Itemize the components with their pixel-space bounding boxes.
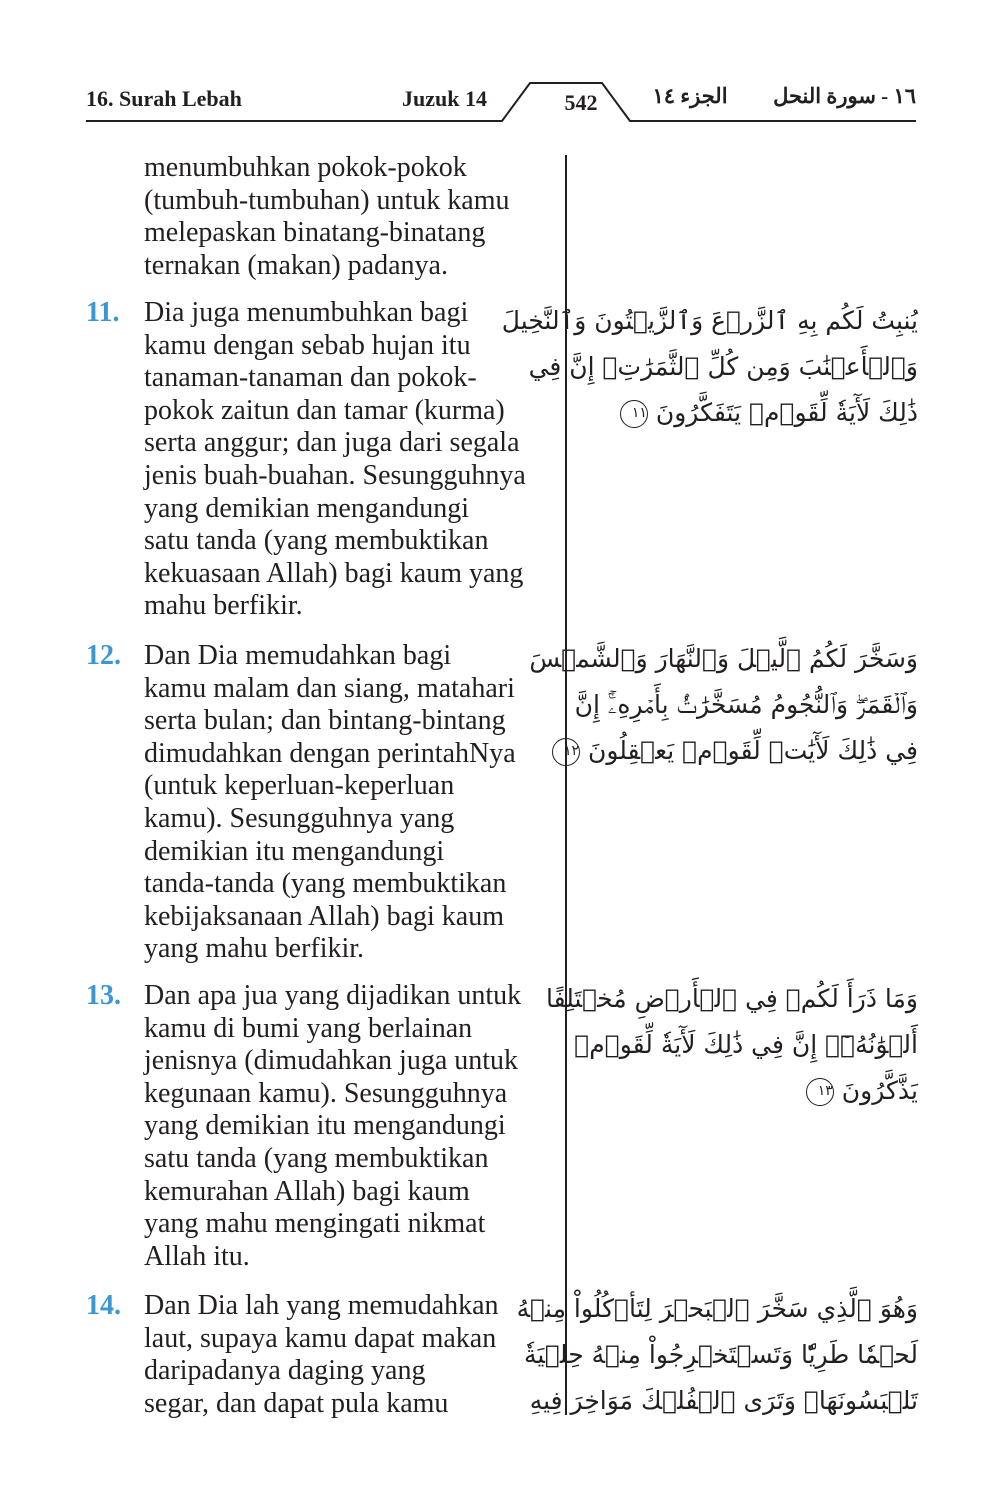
verse-11-arabic — [501, 298, 918, 436]
text-line: pokok zaitun dan tamar (kurma) — [144, 394, 505, 426]
intro-text — [144, 152, 564, 282]
text-line: tanaman-tanaman dan pokok- — [144, 362, 477, 394]
text-line: segar, dan dapat pula kamu — [144, 1387, 449, 1419]
page-number: 542 — [564, 90, 598, 115]
surah-title-latin: 16. Surah Lebah — [86, 86, 242, 111]
text-line: satu tanda (yang membuktikan — [144, 525, 489, 557]
arabic-line: يُنبِتُ لَكُم بِهِ ٱلزَّرۡعَ وَٱلزَّيۡتُونَ وَٱلنَّخِيلَ — [501, 306, 918, 335]
text-line: melepaskan binatang-binatang — [144, 217, 486, 249]
verse-text — [144, 1290, 564, 1420]
arabic-line: وَٱلۡقَمَرَۖ وَٱلنُّجُومُ مُسَخَّرَٰتُۢ بِأَمۡرِهِۦٓۚ إِنَّ — [574, 690, 918, 719]
text-line: yang mahu berfikir. — [144, 933, 365, 965]
text-line: kegunaan kamu). Sesungguhnya — [144, 1077, 508, 1109]
text-line: Dan Dia lah yang memudahkan — [144, 1290, 499, 1321]
verse-number: 11. — [86, 297, 120, 328]
text-line: Allah itu. — [144, 1240, 250, 1272]
text-line: yang mahu mengingati nikmat — [144, 1208, 486, 1240]
juzuk-label: Juzuk 14 — [402, 86, 487, 111]
verse-text — [144, 640, 564, 966]
text-line: kamu dengan sebab hujan itu — [144, 329, 471, 361]
verse-number: 12. — [86, 640, 121, 671]
text-line: yang demikian mengandungi — [144, 492, 470, 524]
verse-14-arabic — [516, 1286, 918, 1424]
text-line: kekuasaan Allah) bagi kaum yang — [144, 557, 524, 589]
text-line: kamu malam dan siang, matahari — [144, 672, 515, 704]
ayah-number-marker: ١٣ — [806, 1078, 834, 1106]
ayah-number-marker: ١١ — [620, 400, 648, 428]
arabic-line: لَحۡمٗا طَرِيّٗا وَتَسۡتَخۡرِجُواْ مِنۡهُ حِلۡيَةٗ — [523, 1340, 918, 1369]
page-header — [86, 80, 916, 124]
text-line: Dia juga menumbuhkan bagi — [144, 297, 469, 328]
text-line: kamu di bumi yang berlainan — [144, 1012, 473, 1044]
text-line: menumbuhkan pokok-pokok — [144, 152, 467, 183]
text-line: daripadanya daging yang — [144, 1355, 426, 1387]
arabic-line-last — [563, 728, 918, 774]
text-line: laut, supaya kamu dapat makan — [144, 1322, 497, 1354]
surah-title-arabic: ١٦ - سورة النحل — [773, 84, 916, 108]
text-line: serta bulan; dan bintang-bintang — [144, 705, 506, 737]
text-line: jenis buah-buahan. Sesungguhnya — [144, 459, 526, 491]
text-line: kebijaksanaan Allah) bagi kaum — [144, 900, 504, 932]
arabic-line: وَمَا ذَرَأَ لَكُمۡ فِي ٱلۡأَرۡضِ مُخۡتَلِفًا — [546, 984, 918, 1013]
text-line: dimudahkan dengan perintahNya — [144, 737, 516, 769]
arabic-line: فِي ذَٰلِكَ لَأٓيَٰتٖ لِّقَوۡمٖ يَعۡقِلُونَ — [587, 736, 918, 765]
juz-label-arabic: الجزء ١٤ — [652, 84, 728, 108]
text-line: yang demikian itu mengandungi — [144, 1110, 506, 1142]
arabic-line: وَسَخَّرَ لَكُمُ ٱلَّيۡلَ وَٱلنَّهَارَ وَٱلشَّمۡسَ — [529, 644, 918, 673]
text-line: (untuk keperluan-keperluan — [144, 770, 455, 802]
text-line: (tumbuh-tumbuhan) untuk kamu — [144, 184, 510, 216]
verse-text — [144, 980, 564, 1273]
arabic-line: يَذَّكَّرُونَ — [841, 1076, 918, 1105]
text-line: mahu berfikir. — [144, 590, 303, 622]
text-line: tanda-tanda (yang membuktikan — [144, 868, 507, 900]
arabic-line: تَلۡبَسُونَهَاۖ وَتَرَى ٱلۡفُلۡكَ مَوَاخِرَ فِيهِ — [529, 1386, 918, 1415]
arabic-line: ذَٰلِكَ لَأٓيَةٗ لِّقَوۡمٖ يَتَفَكَّرُونَ — [655, 398, 918, 427]
text-line: kemurahan Allah) bagi kaum — [144, 1175, 470, 1207]
text-line: satu tanda (yang membuktikan — [144, 1142, 489, 1174]
text-line: serta anggur; dan juga dari segala — [144, 427, 520, 459]
text-line: Dan Dia memudahkan bagi — [144, 640, 452, 671]
text-line: Dan apa jua yang dijadikan untuk — [144, 980, 522, 1011]
arabic-line: أَلۡوَٰنُهُۥٓۚ إِنَّ فِي ذَٰلِكَ لَأٓيَةٗ لِّقَوۡمٖ — [574, 1030, 918, 1059]
verse-13-arabic — [546, 976, 918, 1114]
arabic-line-last — [578, 390, 918, 436]
verse-text — [144, 297, 564, 623]
arabic-line: وَهُوَ ٱلَّذِي سَخَّرَ ٱلۡبَحۡرَ لِتَأۡكُلُواْ مِنۡهُ — [516, 1294, 918, 1323]
text-line: ternakan (makan) padanya. — [144, 249, 448, 281]
ayah-number-marker: ١٢ — [552, 738, 580, 766]
arabic-line: وَٱلۡأَعۡنَٰبَ وَمِن كُلِّ ٱلثَّمَرَٰتِۚ إِنَّ فِي — [528, 352, 918, 381]
arabic-line-last — [578, 1068, 918, 1114]
text-line: demikian itu mengandungi — [144, 835, 445, 867]
verse-number: 14. — [86, 1290, 121, 1321]
verse-12-arabic — [529, 636, 918, 774]
verse-number: 13. — [86, 980, 121, 1011]
text-line: jenisnya (dimudahkan juga untuk — [144, 1045, 519, 1077]
text-line: kamu). Sesungguhnya yang — [144, 802, 455, 834]
